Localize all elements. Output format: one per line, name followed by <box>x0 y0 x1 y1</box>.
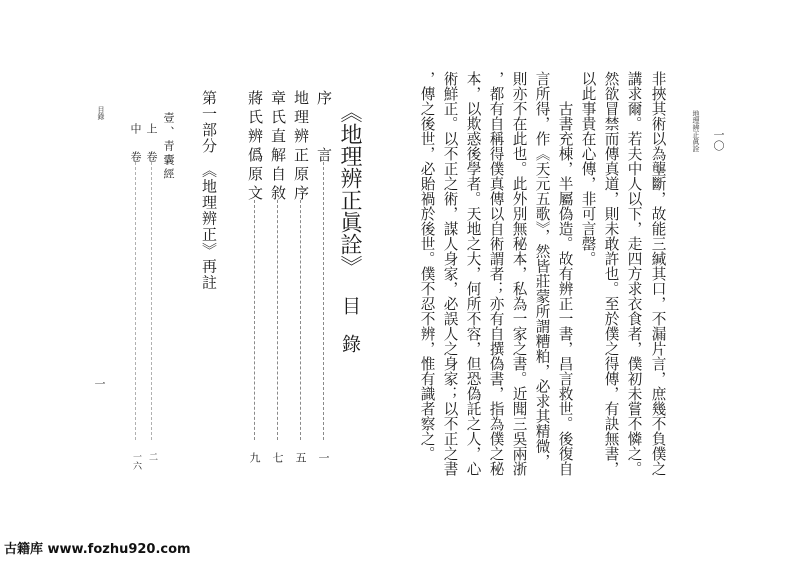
toc-sub-title: 中 卷 <box>129 123 142 165</box>
text-column: ，都有自稱得僕真傳以自術謂者；亦有自撰偽書，指為僕之秘 <box>487 71 505 476</box>
toc-entry-page: 五 <box>294 452 307 463</box>
toc-entry-title: 章氏直解自敘 <box>269 90 287 204</box>
site-watermark: 古籍库 www.fozhu920.com <box>4 542 191 557</box>
page-header: 地理辨正眞詮 <box>692 110 700 152</box>
page-number: 一 <box>93 378 106 389</box>
toc-leader <box>323 152 324 440</box>
page-header: 目錄 <box>97 106 105 120</box>
toc-entry-page: 七 <box>271 452 284 463</box>
toc-sub-page: 一六 <box>131 452 141 470</box>
text-column: 講求爾。若夫中人以下，走四方求衣食者，僕初未嘗不憐之。 <box>625 71 643 476</box>
text-column: 本，以欺惑後學者。天地之大，何所不容，但恐偽託之人，心 <box>464 71 482 476</box>
text-column: 然欲冒禁而傳真道，則未敢許也。至於僕之得傳，有訣無書， <box>602 71 620 476</box>
text-column: 言所得，作《天元五歌》，然皆莊蒙所謂糟粕，必求其精微， <box>533 71 551 469</box>
toc-entry-title: 序 言 <box>315 90 333 166</box>
text-column: 非挾其術以為壟斷，故能三緘其口，不漏片言，庶幾不負僕之 <box>649 71 667 476</box>
toc-entry-page: 一 <box>317 452 330 463</box>
text-column: 古書充棟，半屬偽造。故有辨正一書，昌言救世。後復自 <box>556 101 574 476</box>
toc-sub-title: 壹、青囊經 <box>162 112 175 182</box>
page-number: 一〇 <box>712 129 725 151</box>
toc-leader <box>300 200 301 440</box>
text-column: ，傳之後世，必貽禍於後世。僕不忍不辨，惟有識者察之。 <box>418 71 436 461</box>
toc-entry-title: 地理辨正原序 <box>292 90 310 204</box>
toc-entry-title: 蔣氏辨僞原文 <box>246 90 264 204</box>
toc-leader <box>135 162 136 440</box>
book-title: 《地理辨正眞詮》 <box>337 101 362 277</box>
text-column: 術鮮正。以不正之術，謀人身家，必誤人之身家；以不正之書 <box>441 71 459 476</box>
text-column: 則亦不在此也。此外別無秘本，私為一家之書。近聞三吳兩浙 <box>510 71 528 476</box>
text-column: 以此事貴在心傳，非可言罄。 <box>579 71 597 266</box>
toc-leader <box>277 200 278 440</box>
toc-sub-page: 二 <box>147 452 157 461</box>
toc-entry-page: 九 <box>248 452 261 463</box>
toc-sub-title: 上 卷 <box>145 123 158 165</box>
toc-leader <box>254 200 255 440</box>
toc-leader <box>151 162 152 440</box>
toc-heading: 目 錄 <box>339 296 361 353</box>
part-heading: 第一部分 《地理辨正》再註 <box>200 90 218 291</box>
